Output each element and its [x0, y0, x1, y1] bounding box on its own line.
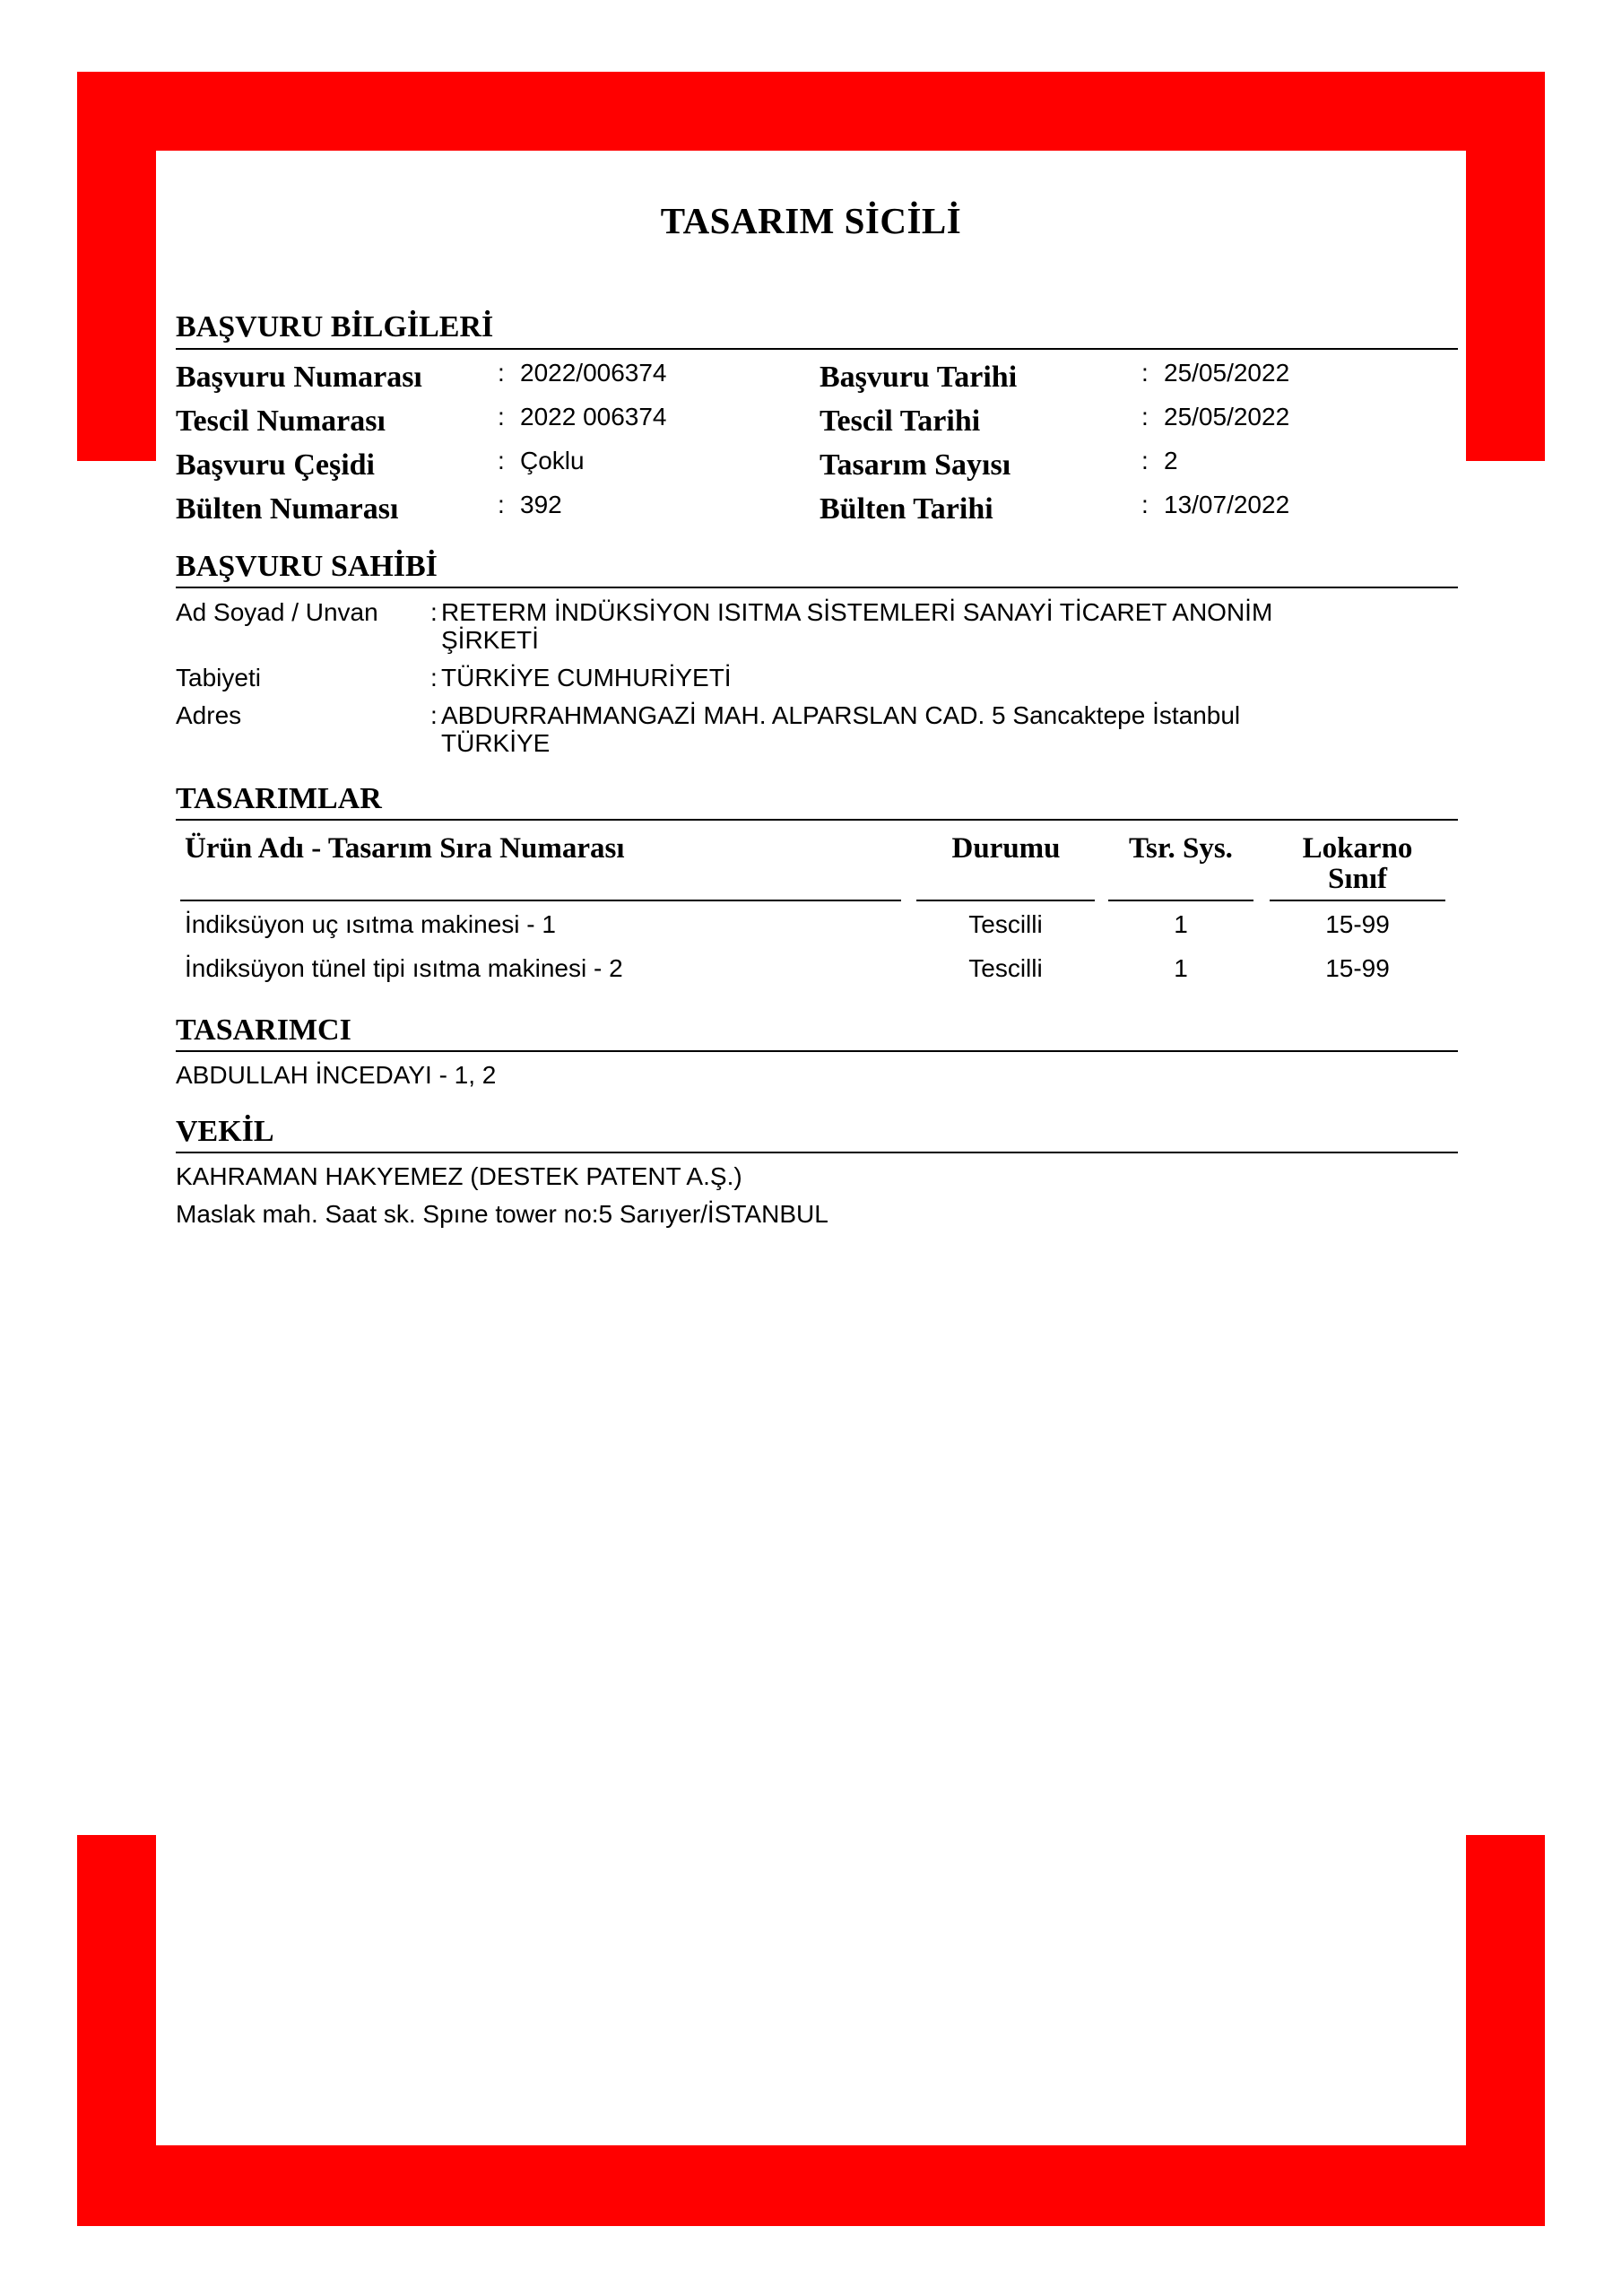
frame-right-top: [1466, 72, 1545, 461]
column-header-durum: Durumu: [951, 832, 1061, 865]
table-cell-tsr: 1: [1174, 954, 1188, 982]
colon: :: [498, 359, 505, 387]
label-tabiyeti: Tabiyeti: [176, 664, 261, 691]
value-vekil-line2: Maslak mah. Saat sk. Spıne tower no:5 Sarıyer/İSTANBUL: [176, 1200, 828, 1228]
label-bulten-tarihi: Bülten Tarihi: [820, 492, 993, 526]
frame-left-top: [77, 72, 156, 461]
section-tasarimci: TASARIMCI: [176, 1013, 351, 1047]
column-header-tsr: Tsr. Sys.: [1129, 832, 1233, 865]
table-cell-tsr: 1: [1174, 910, 1188, 938]
column-underline: [180, 900, 901, 901]
colon: :: [430, 664, 438, 691]
colon: :: [498, 491, 505, 518]
label-basvuru-cesidi: Başvuru Çeşidi: [176, 448, 375, 482]
value-vekil-line1: KAHRAMAN HAKYEMEZ (DESTEK PATENT A.Ş.): [176, 1162, 742, 1190]
column-underline: [916, 900, 1095, 901]
label-adres: Adres: [176, 701, 242, 729]
table-cell-lokarno: 15-99: [1325, 954, 1390, 982]
divider: [176, 1152, 1458, 1153]
table-cell-durum: Tescilli: [968, 910, 1043, 938]
colon: :: [1141, 359, 1149, 387]
label-ad-soyad: Ad Soyad / Unvan: [176, 598, 378, 626]
colon: :: [430, 701, 438, 729]
column-underline: [1270, 900, 1445, 901]
label-basvuru-tarihi: Başvuru Tarihi: [820, 361, 1018, 394]
value-adres-line2: TÜRKİYE: [441, 729, 551, 757]
label-basvuru-numarasi: Başvuru Numarası: [176, 361, 422, 394]
value-tabiyeti: TÜRKİYE CUMHURİYETİ: [441, 664, 732, 691]
colon: :: [1141, 447, 1149, 474]
value-bulten-tarihi: 13/07/2022: [1164, 491, 1290, 518]
table-cell-durum: Tescilli: [968, 954, 1043, 982]
value-tasarimci: ABDULLAH İNCEDAYI - 1, 2: [176, 1061, 497, 1089]
colon: :: [498, 403, 505, 430]
divider: [176, 819, 1458, 821]
table-cell-urun: İndiksüyon tünel tipi ısıtma makinesi - 2: [185, 954, 623, 982]
divider: [176, 348, 1458, 350]
section-basvuru-sahibi: BAŞVURU SAHİBİ: [176, 550, 438, 583]
value-ad-line2: ŞİRKETİ: [441, 626, 539, 654]
section-tasarimlar: TASARIMLAR: [176, 782, 382, 815]
column-header-urun: Ürün Adı - Tasarım Sıra Numarası: [185, 832, 625, 865]
colon: :: [1141, 403, 1149, 430]
label-tasarim-sayisi: Tasarım Sayısı: [820, 448, 1011, 482]
frame-bottom: [77, 2145, 1545, 2226]
colon: :: [430, 598, 438, 626]
value-basvuru-cesidi: Çoklu: [520, 447, 585, 474]
section-vekil: VEKİL: [176, 1115, 274, 1148]
value-basvuru-tarihi: 25/05/2022: [1164, 359, 1290, 387]
label-tescil-numarasi: Tescil Numarası: [176, 404, 386, 438]
value-ad-line1: RETERM İNDÜKSİYON ISITMA SİSTEMLERİ SANAYİ TİCARET ANONİM: [441, 598, 1273, 626]
divider: [176, 587, 1458, 588]
section-basvuru-bilgileri: BAŞVURU BİLGİLERİ: [176, 310, 494, 344]
label-tescil-tarihi: Tescil Tarihi: [820, 404, 981, 438]
column-header-lokarno-sinif: Sınıf: [1327, 863, 1388, 895]
value-basvuru-numarasi: 2022/006374: [520, 359, 667, 387]
table-cell-lokarno: 15-99: [1325, 910, 1390, 938]
divider: [176, 1050, 1458, 1052]
column-underline: [1108, 900, 1253, 901]
value-bulten-numarasi: 392: [520, 491, 562, 518]
value-adres-line1: ABDURRAHMANGAZİ MAH. ALPARSLAN CAD. 5 Sancaktepe İstanbul: [441, 701, 1241, 729]
document-title: TASARIM SİCİLİ: [660, 200, 962, 241]
column-header-lokarno: Lokarno: [1302, 832, 1413, 865]
value-tescil-tarihi: 25/05/2022: [1164, 403, 1290, 430]
frame-top: [77, 72, 1545, 151]
label-bulten-numarasi: Bülten Numarası: [176, 492, 399, 526]
colon: :: [1141, 491, 1149, 518]
value-tasarim-sayisi: 2: [1164, 447, 1178, 474]
table-cell-urun: İndiksüyon uç ısıtma makinesi - 1: [185, 910, 556, 938]
value-tescil-numarasi: 2022 006374: [520, 403, 667, 430]
colon: :: [498, 447, 505, 474]
